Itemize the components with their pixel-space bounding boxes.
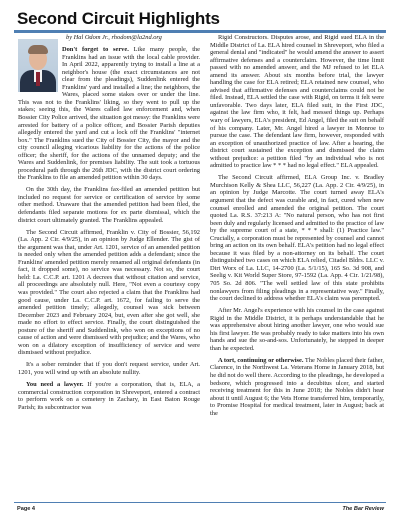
paragraph-text: On the 30th day, the Franklins fax-filed an amended petition but included no request for service or certification of service by some other method. Unaware that the amended petition had been filed, the defendants filed separate motions for ex parte dismissal, which the district court ultimately granted. The Franklins appealed.	[18, 186, 200, 224]
column-left-body	[18, 46, 200, 411]
column-right-body	[210, 34, 384, 417]
paragraph-lead: A tort, continuing or otherwise.	[218, 356, 304, 364]
paragraph	[210, 357, 384, 417]
paragraph-lead: Don't forget to serve.	[62, 46, 129, 54]
paragraph	[18, 229, 200, 357]
paragraph	[210, 34, 384, 170]
column-left	[18, 34, 200, 416]
paragraph	[210, 307, 384, 352]
paragraph	[210, 174, 384, 302]
photo-spacer	[18, 46, 62, 92]
paragraph-text: Rigid Constructors. Disputes arose, and Rigid sued ELA in the Middle District of La. ELA hired counsel in Shreveport, who filed a general denial and "indicated" he would amend the answer to assert affirmative defenses and a counterclaim. However, the time limit passed with no amended answer, and the MJ refused to let ELA amend its answer. About six months before trial, the lawyer handling the case for ELA retired; ELA retained new counsel, who advised that affirmative defenses and counterclaims could not be filed. Instead, ELA settled the case with Rigid, on terms it felt were unfavorable. Two days later, ELA filed suit, in the First JDC, against the law firm who, it felt, had messed things up. Perhaps wary of lawyers, ELA's president, Ed Angel, filed the suit on behalf of his company. Later, Mr. Angel hired a lawyer in Monroe to pursue the case. The defendant law firm, however, responded with an exception of unauthorized practice of law. After a hearing, the district court sustained the exception and dismissed the claim without prejudice: a petition filed "by an individual who is not admitted to practice law * * * had no legal effect." ELA appealed.	[210, 34, 384, 170]
page-title: Second Circuit Highlights	[17, 9, 220, 28]
page-number: Page 4	[17, 506, 36, 512]
publication-name: The Bar Review	[342, 506, 384, 512]
paragraph-lead: You need a lawyer.	[26, 381, 84, 389]
title-rule	[14, 30, 386, 33]
footer-rule	[14, 502, 386, 503]
paragraph	[18, 46, 200, 182]
paragraph-text: The Second Circuit affirmed, Franklin v. City of Bossier, 56,192 (La. App. 2 Cir. 4/9/25), in an opinion by Judge Ellender. The gist of the argument was that, under Art. 1201, service of an amended petition is needed only when the amended petition adds a defendant; since the Franklins' amended petition merely renamed all original defendants (in fact, it dropped some), no service was necessary. Not so, the court held: La. C.C.P. art. 1201 A decrees that without citation and service, all proceedings are absolutely null. Here, "Not even a courtesy copy was provided." The court also rejected a claim that the Franklins had good cause, under La. C.C.P. art. 1672, for failing to serve the amended petition timely; allegedly, counsel was sick between December 2023 and February 2024, but, even after she got well, she made no effort to effect service. Finally, the court distinguished the posture of the sheriff and Suddenlink, who won on exceptions of no cause of action and were dismissed with prejudice; and the Wares, who won on a dilatory exception of insufficiency of service and were dismissed without prejudice.	[18, 228, 200, 357]
paragraph-text: After Mr. Angel's experience with his counsel in the case against Rigid in the Middle District, it is perhaps understandable that he was apprehensive about hiring another lawyer, one who would sue his first lawyer. He was probably ready to take matters into his own hands and sue the so-and-sos. Unfortunately, he stepped in deeper than he expected.	[210, 307, 384, 352]
paragraph-text: It's a sober reminder that if you don't request service, under Art. 1201, you will wind up with an absolute nullity.	[18, 361, 200, 376]
byline: by Hal Odom Jr., rhodom@la2nd.org	[66, 34, 162, 41]
paragraph-text: Like many people, the Franklins had an issue with the local cable provider. In April 2022, apparently trying to install a line at a neighbor's house (the exact circumstances are not clear from the pleadings), Suddenlink entered the Franklins' yard and installed a line; the neighbors, the Wares, placed some stakes over or under the line. This was not to the Franklins' liking, so they went to pull up the stakes; seeing this, the Wares called law enforcement and, when Bossier City Police arrived, the situation got messy: the Franklins were arrested for battery of a police officer, and Bossier Parish deputies allegedly entered the yard and cut a lock off the Franklins' "internet box." The Franklins sued the City of Bossier City, the mayor and the city council alleging vicarious liability for the actions of the police officer; the sheriff, for the actions of the unnamed deputy; and the Wares and Suddenlink, for premises liability. The suit took a tortuous procedural path through the 26th JDC, with the district court ordering the Franklins to file an amended petition within 30 days.	[18, 46, 200, 182]
paragraph	[18, 381, 200, 411]
column-right	[210, 34, 384, 422]
paragraph	[18, 361, 200, 376]
paragraph-text: The Nobles placed their father, Clarence, in the Northwest La. Veterans Home in January 2018, but he did not do well there. According to the pleadings, he developed a bedsore, which progressed into a decubitus ulcer, and started receiving treatment for this in June 2018; the Nobles didn't hear about it until August 6; the Vets Home transferred him, temporarily, to Promise Hospital for medical treatment, later in August; back at the	[210, 356, 384, 417]
paragraph-text: The Second Circuit affirmed, ELA Group Inc. v. Bradley Murchison Kelly & Shea LLC, 56,227 (La. App. 2 Cir. 4/9/25), in an opinion by Judge Marcotte. The court turned away ELA's argument that the defect was curable and, in fact, cured when new counsel enrolled and amended the original petition. The court quoted La. R.S. 37:213 A: "No natural person, who has not first been duly and regularly licensed and admitted to the practice of law by the supreme court of a state, * * * shall: (1) Practice law." Crucially, a corporation must be represented by counsel and cannot bring an action on its own behalf. ELA's petition had no legal effect because it was filed by a non-attorney on its behalf. The court distinguished two cases on which ELA relied, Citadel Bldrs. LLC v. Dirt Worx of La. LLC, 14-2700 (La. 5/1/15), 165 So. 3d 908, and Seelig v. Kit World Super Store, 97-1592 (La. App. 4 Cir. 1/21/98), 705 So. 2d 806. "The well settled law of this state prohibits nonlawyers from filing pleadings in a representative way." Finally, the court declined to address whether ELA's claim was perempted.	[210, 174, 384, 303]
paragraph-text: If you're a corporation, that is, ELA, a commercial construction corporation in Shreveport, entered a contract to perform work on a cemetery in Zachary, in East Baton Rouge Parish; its subcontractor was	[18, 381, 200, 411]
paragraph	[18, 186, 200, 224]
